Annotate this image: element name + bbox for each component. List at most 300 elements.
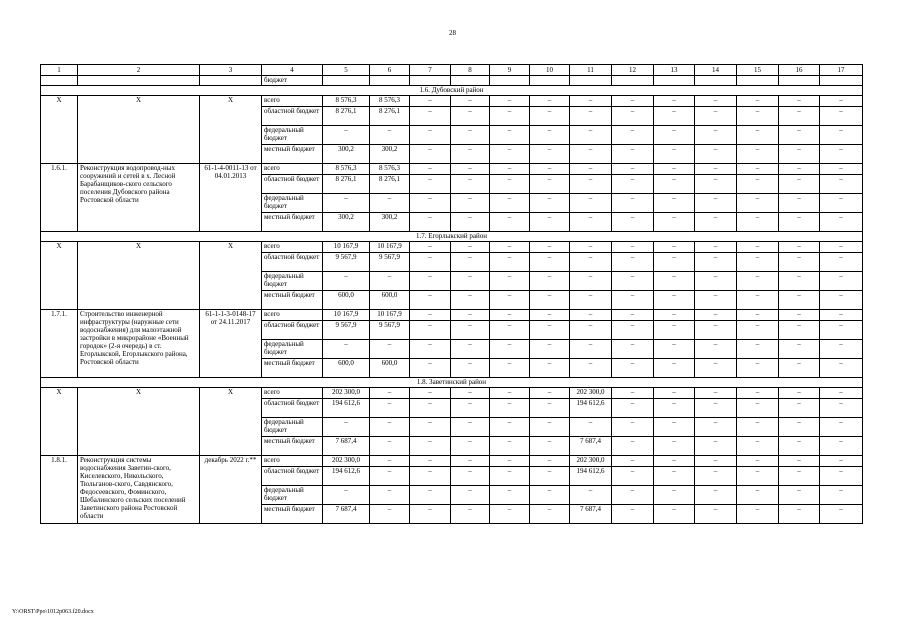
value-col6: – (370, 399, 410, 418)
dash-cell: – (530, 486, 570, 505)
value-col11: – (570, 253, 612, 272)
funding-source-label: всего (262, 164, 323, 175)
dash-cell: – (695, 164, 737, 175)
object-row (41, 164, 863, 175)
x-mark: Х (41, 96, 78, 164)
dash-cell: – (451, 126, 490, 145)
dash-cell: – (490, 253, 530, 272)
dash-cell: – (820, 467, 863, 486)
dash-cell: – (820, 456, 863, 467)
dash-cell: – (530, 175, 570, 194)
dash-cell: – (820, 213, 863, 232)
value-col11: 7 687,4 (570, 437, 612, 456)
dash-cell: – (779, 418, 820, 437)
dash-cell: – (490, 310, 530, 321)
dash-cell: – (490, 486, 530, 505)
dash-cell: – (451, 164, 490, 175)
dash-cell: – (654, 437, 695, 456)
dash-cell: – (530, 388, 570, 399)
dash-cell: – (737, 399, 779, 418)
dash-cell: – (737, 194, 779, 213)
dash-cell: – (779, 96, 820, 107)
dash-cell: – (612, 291, 654, 310)
column-number: 15 (737, 65, 779, 76)
value-col11: – (570, 310, 612, 321)
dash-cell: – (612, 175, 654, 194)
funding-source-label: областной бюджет (262, 253, 323, 272)
funding-source-label: областной бюджет (262, 467, 323, 486)
column-number: 13 (654, 65, 695, 76)
dash-cell: – (530, 321, 570, 340)
dash-cell: – (695, 272, 737, 291)
funding-source-label: местный бюджет (262, 437, 323, 456)
empty-cell (323, 76, 370, 86)
dash-cell: – (820, 145, 863, 164)
column-number: 5 (323, 65, 370, 76)
funding-source-label: областной бюджет (262, 321, 323, 340)
dash-cell: – (654, 456, 695, 467)
empty-cell (820, 76, 863, 86)
value-total: – (323, 272, 370, 291)
dash-cell: – (451, 175, 490, 194)
empty-cell (695, 76, 737, 86)
value-col11: – (570, 272, 612, 291)
column-number: 6 (370, 65, 410, 76)
value-col11: – (570, 418, 612, 437)
dash-cell: – (737, 107, 779, 126)
value-col6: – (370, 126, 410, 145)
dash-cell: – (695, 107, 737, 126)
dash-cell: – (779, 437, 820, 456)
empty-cell (410, 76, 451, 86)
column-number: 14 (695, 65, 737, 76)
dash-cell: – (410, 96, 451, 107)
x-mark: Х (200, 96, 262, 164)
value-total: – (323, 126, 370, 145)
dash-cell: – (530, 96, 570, 107)
section-title: 1.8. Заветинский район (41, 378, 863, 388)
dash-cell: – (490, 359, 530, 378)
carry-over-row (41, 76, 863, 86)
dash-cell: – (612, 321, 654, 340)
value-col11: 194 612,6 (570, 399, 612, 418)
dash-cell: – (410, 213, 451, 232)
dash-cell: – (737, 359, 779, 378)
funding-source-label: местный бюджет (262, 145, 323, 164)
dash-cell: – (530, 107, 570, 126)
funding-source-label: областной бюджет (262, 399, 323, 418)
dash-cell: – (410, 359, 451, 378)
funding-source-label: местный бюджет (262, 291, 323, 310)
dash-cell: – (490, 272, 530, 291)
value-total: – (323, 194, 370, 213)
dash-cell: – (612, 96, 654, 107)
dash-cell: – (612, 194, 654, 213)
value-total: 300,2 (323, 145, 370, 164)
dash-cell: – (654, 242, 695, 253)
dash-cell: – (654, 145, 695, 164)
dash-cell: – (820, 175, 863, 194)
dash-cell: – (737, 418, 779, 437)
dash-cell: – (779, 310, 820, 321)
value-col6: 300,2 (370, 145, 410, 164)
dash-cell: – (695, 418, 737, 437)
funding-source-label: местный бюджет (262, 505, 323, 524)
dash-cell: – (612, 486, 654, 505)
dash-cell: – (737, 175, 779, 194)
dash-cell: – (451, 456, 490, 467)
dash-cell: – (612, 437, 654, 456)
project-reference: 61-1-1-3-0148-17 от 24.11.2017 (200, 310, 262, 378)
dash-cell: – (654, 486, 695, 505)
dash-cell: – (451, 107, 490, 126)
dash-cell: – (695, 126, 737, 145)
empty-cell (200, 76, 262, 86)
value-col6: 10 167,9 (370, 310, 410, 321)
dash-cell: – (410, 194, 451, 213)
dash-cell: – (779, 175, 820, 194)
dash-cell: – (695, 359, 737, 378)
dash-cell: – (654, 291, 695, 310)
dash-cell: – (451, 505, 490, 524)
section-title-row (41, 378, 863, 388)
column-number: 12 (612, 65, 654, 76)
object-name: Реконструкция системы водоснабжения Заветин-ского, Киселевского, Никольского, Тюльганов-ского, Савдянского, Федосеевского, Фоминского, Шебалинского сельских поселений Заветинского района Ростовской области (78, 456, 200, 524)
dash-cell: – (451, 340, 490, 359)
dash-cell: – (779, 456, 820, 467)
dash-cell: – (779, 291, 820, 310)
section-title-row (41, 86, 863, 96)
dash-cell: – (612, 310, 654, 321)
section-title: 1.6. Дубовский район (41, 86, 863, 96)
section-title-row (41, 232, 863, 242)
value-col6: – (370, 272, 410, 291)
dash-cell: – (737, 164, 779, 175)
value-total: 10 167,9 (323, 242, 370, 253)
dash-cell: – (410, 437, 451, 456)
dash-cell: – (490, 242, 530, 253)
dash-cell: – (654, 310, 695, 321)
value-col6: – (370, 194, 410, 213)
dash-cell: – (654, 399, 695, 418)
dash-cell: – (451, 467, 490, 486)
dash-cell: – (451, 399, 490, 418)
dash-cell: – (530, 253, 570, 272)
value-col6: 8 576,3 (370, 164, 410, 175)
value-total: 8 576,3 (323, 96, 370, 107)
dash-cell: – (530, 291, 570, 310)
value-total: 8 276,1 (323, 107, 370, 126)
dash-cell: – (737, 388, 779, 399)
empty-cell (570, 76, 612, 86)
dash-cell: – (820, 388, 863, 399)
value-total: 7 687,4 (323, 437, 370, 456)
value-col6: – (370, 340, 410, 359)
x-mark: Х (41, 242, 78, 310)
value-col6: 600,0 (370, 291, 410, 310)
value-total: 8 276,1 (323, 175, 370, 194)
dash-cell: – (530, 164, 570, 175)
funding-source-label: местный бюджет (262, 359, 323, 378)
dash-cell: – (410, 467, 451, 486)
dash-cell: – (695, 253, 737, 272)
dash-cell: – (737, 242, 779, 253)
dash-cell: – (820, 418, 863, 437)
empty-cell (370, 76, 410, 86)
dash-cell: – (530, 456, 570, 467)
dash-cell: – (737, 340, 779, 359)
dash-cell: – (695, 242, 737, 253)
dash-cell: – (820, 486, 863, 505)
x-mark: Х (78, 242, 200, 310)
dash-cell: – (737, 505, 779, 524)
dash-cell: – (451, 388, 490, 399)
dash-cell: – (451, 310, 490, 321)
dash-cell: – (779, 505, 820, 524)
empty-cell (779, 76, 820, 86)
dash-cell: – (490, 340, 530, 359)
column-number: 3 (200, 65, 262, 76)
dash-cell: – (612, 242, 654, 253)
dash-cell: – (530, 418, 570, 437)
column-number: 16 (779, 65, 820, 76)
value-col6: – (370, 456, 410, 467)
dash-cell: – (820, 253, 863, 272)
dash-cell: – (820, 291, 863, 310)
page-number: 28 (449, 29, 456, 37)
dash-cell: – (820, 310, 863, 321)
dash-cell: – (654, 96, 695, 107)
dash-cell: – (820, 272, 863, 291)
dash-cell: – (410, 291, 451, 310)
dash-cell: – (737, 321, 779, 340)
dash-cell: – (490, 418, 530, 437)
dash-cell: – (654, 340, 695, 359)
value-col11: – (570, 175, 612, 194)
dash-cell: – (451, 96, 490, 107)
dash-cell: – (654, 388, 695, 399)
value-col6: – (370, 467, 410, 486)
dash-cell: – (779, 486, 820, 505)
dash-cell: – (820, 194, 863, 213)
value-col11: 194 612,6 (570, 467, 612, 486)
dash-cell: – (779, 242, 820, 253)
project-reference: декабрь 2022 г.** (200, 456, 262, 524)
dash-cell: – (490, 399, 530, 418)
dash-cell: – (451, 486, 490, 505)
value-col11: 202 300,0 (570, 456, 612, 467)
value-col11: – (570, 96, 612, 107)
funding-source-label: местный бюджет (262, 213, 323, 232)
budget-table (40, 64, 863, 524)
column-number: 7 (410, 65, 451, 76)
dash-cell: – (612, 253, 654, 272)
dash-cell: – (490, 107, 530, 126)
dash-cell: – (451, 418, 490, 437)
dash-cell: – (530, 467, 570, 486)
x-mark: Х (78, 388, 200, 456)
value-col11: – (570, 164, 612, 175)
empty-cell (490, 76, 530, 86)
value-col6: – (370, 388, 410, 399)
funding-source-label: всего (262, 388, 323, 399)
dash-cell: – (695, 310, 737, 321)
dash-cell: – (530, 340, 570, 359)
value-col11: 202 300,0 (570, 388, 612, 399)
value-total: 194 612,6 (323, 399, 370, 418)
empty-cell (530, 76, 570, 86)
value-col11: – (570, 486, 612, 505)
dash-cell: – (820, 399, 863, 418)
value-col11: 7 687,4 (570, 505, 612, 524)
dash-cell: – (451, 253, 490, 272)
dash-cell: – (737, 467, 779, 486)
empty-cell (737, 76, 779, 86)
object-name: Строительство инженерной инфраструктуры (наружные сети водоснабжения) для малоэтажной застройки в микрорайоне «Военный городок» (2-я очередь) в ст. Егорлыкской, Егорлыкского района, Ростовской области (78, 310, 200, 378)
dash-cell: – (490, 437, 530, 456)
dash-cell: – (695, 194, 737, 213)
dash-cell: – (530, 213, 570, 232)
dash-cell: – (410, 242, 451, 253)
column-number: 1 (41, 65, 78, 76)
dash-cell: – (490, 388, 530, 399)
section-title: 1.7. Егорлыкский район (41, 232, 863, 242)
empty-cell (78, 76, 200, 86)
dash-cell: – (410, 175, 451, 194)
dash-cell: – (490, 291, 530, 310)
dash-cell: – (779, 253, 820, 272)
x-mark: Х (200, 388, 262, 456)
dash-cell: – (530, 242, 570, 253)
funding-source-label: федеральный бюджет (262, 272, 323, 291)
dash-cell: – (695, 340, 737, 359)
value-col6: – (370, 505, 410, 524)
dash-cell: – (737, 486, 779, 505)
column-number: 4 (262, 65, 323, 76)
dash-cell: – (490, 321, 530, 340)
dash-cell: – (820, 437, 863, 456)
dash-cell: – (410, 145, 451, 164)
dash-cell: – (737, 126, 779, 145)
dash-cell: – (737, 96, 779, 107)
value-col6: – (370, 437, 410, 456)
dash-cell: – (820, 126, 863, 145)
dash-cell: – (820, 107, 863, 126)
dash-cell: – (530, 194, 570, 213)
dash-cell: – (779, 213, 820, 232)
item-number: 1.6.1. (41, 164, 78, 232)
dash-cell: – (530, 145, 570, 164)
dash-cell: – (654, 175, 695, 194)
object-row (41, 310, 863, 321)
column-number: 2 (78, 65, 200, 76)
dash-cell: – (612, 418, 654, 437)
value-col11: – (570, 359, 612, 378)
column-number: 17 (820, 65, 863, 76)
dash-cell: – (654, 164, 695, 175)
section-total-row (41, 388, 863, 399)
dash-cell: – (654, 194, 695, 213)
funding-source-label: всего (262, 242, 323, 253)
dash-cell: – (410, 126, 451, 145)
dash-cell: – (451, 291, 490, 310)
dash-cell: – (737, 145, 779, 164)
empty-cell (451, 76, 490, 86)
dash-cell: – (530, 310, 570, 321)
dash-cell: – (451, 213, 490, 232)
value-col6: 9 567,9 (370, 321, 410, 340)
dash-cell: – (695, 456, 737, 467)
dash-cell: – (737, 291, 779, 310)
funding-source-label: областной бюджет (262, 107, 323, 126)
value-col11: – (570, 107, 612, 126)
dash-cell: – (410, 340, 451, 359)
value-col6: – (370, 418, 410, 437)
dash-cell: – (490, 213, 530, 232)
value-col6: 8 276,1 (370, 107, 410, 126)
dash-cell: – (410, 253, 451, 272)
dash-cell: – (654, 126, 695, 145)
dash-cell: – (737, 456, 779, 467)
item-number: 1.7.1. (41, 310, 78, 378)
file-path-footer: Y:\ORST\Ppo\1012p063.f20.docx (12, 609, 94, 615)
funding-source-label: федеральный бюджет (262, 126, 323, 145)
value-total: 8 576,3 (323, 164, 370, 175)
dash-cell: – (737, 437, 779, 456)
dash-cell: – (820, 321, 863, 340)
project-reference: 61-1-4-0011-13 от 04.01.2013 (200, 164, 262, 232)
value-total: 194 612,6 (323, 467, 370, 486)
dash-cell: – (654, 272, 695, 291)
dash-cell: – (410, 107, 451, 126)
dash-cell: – (779, 194, 820, 213)
funding-source-label: всего (262, 456, 323, 467)
value-total: 300,2 (323, 213, 370, 232)
dash-cell: – (779, 321, 820, 340)
dash-cell: – (695, 467, 737, 486)
dash-cell: – (530, 272, 570, 291)
dash-cell: – (654, 505, 695, 524)
value-col6: 300,2 (370, 213, 410, 232)
x-mark: Х (41, 388, 78, 456)
dash-cell: – (451, 272, 490, 291)
column-number: 11 (570, 65, 612, 76)
section-total-row (41, 242, 863, 253)
value-total: – (323, 340, 370, 359)
dash-cell: – (695, 145, 737, 164)
value-total: 9 567,9 (323, 253, 370, 272)
dash-cell: – (451, 359, 490, 378)
dash-cell: – (779, 388, 820, 399)
value-col6: 10 167,9 (370, 242, 410, 253)
dash-cell: – (654, 418, 695, 437)
dash-cell: – (654, 253, 695, 272)
dash-cell: – (490, 467, 530, 486)
dash-cell: – (654, 467, 695, 486)
dash-cell: – (612, 456, 654, 467)
object-row (41, 456, 863, 467)
value-col6: – (370, 486, 410, 505)
value-col6: 600,0 (370, 359, 410, 378)
value-total: 600,0 (323, 291, 370, 310)
value-col6: 8 576,3 (370, 96, 410, 107)
dash-cell: – (530, 126, 570, 145)
funding-source-label: всего (262, 310, 323, 321)
dash-cell: – (530, 437, 570, 456)
dash-cell: – (779, 467, 820, 486)
funding-source-label: всего (262, 96, 323, 107)
dash-cell: – (451, 437, 490, 456)
